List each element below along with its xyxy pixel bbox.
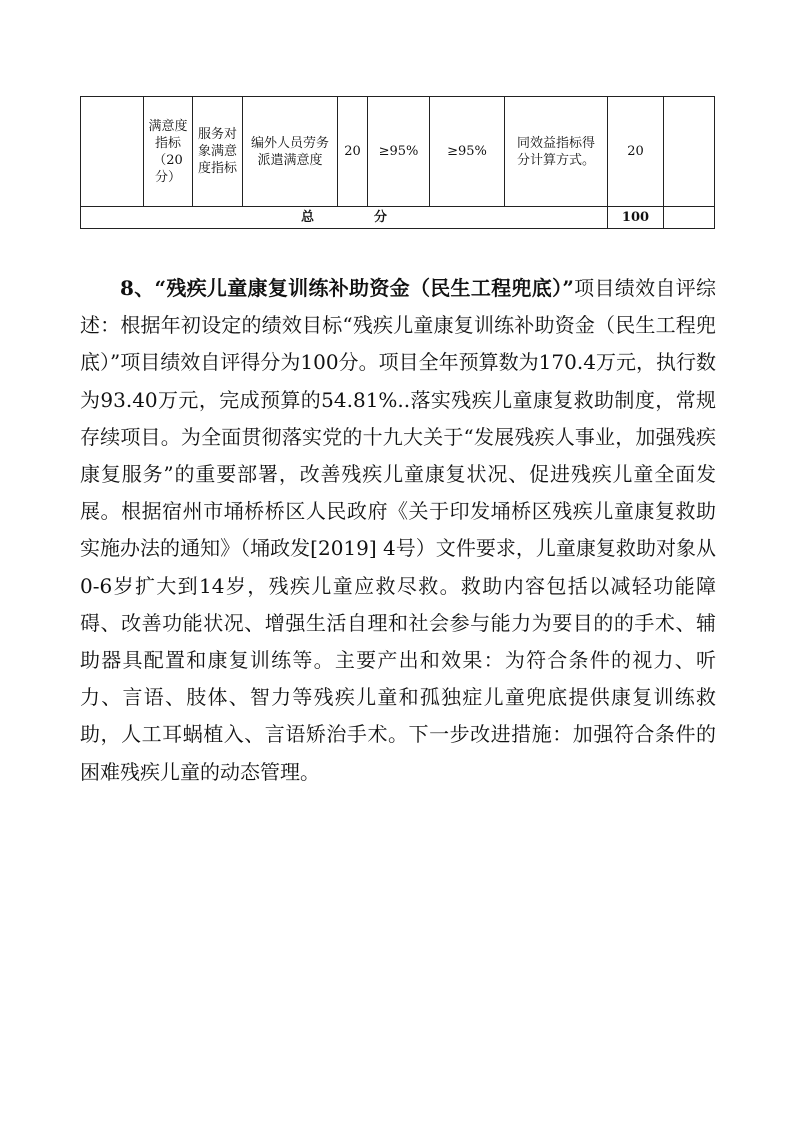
total-row [81, 207, 715, 229]
total-note-cell [664, 207, 715, 229]
weight-cell: 20 [338, 97, 368, 207]
score-cell: 20 [608, 97, 664, 207]
indicator-name-cell: 编外人员劳务派遣满意度 [243, 97, 338, 207]
section-body-text: 项目绩效自评综述：根据年初设定的绩效目标“残疾儿童康复训练补助资金（民生工程兜底）”项目绩效自评得分为100分。项目全年预算数为170.4万元，执行数为93.40万元，完成预算的54.81%..落实残疾儿童康复救助制度，常规存续项目。为全面贯彻落实党的十九大关于“发展残疾人事业，加强残疾康复服务”的重要部署，改善残疾儿童康复状况、促进残疾儿童全面发展。根据宿州市埇桥桥区人民政府《关于印发埇桥区残疾儿童康复救助实施办法的通知》（埇政发[2019] 4号）文件要求，儿童康复救助对象从0-6岁扩大到14岁，残疾儿童应救尽救。救助内容包括以减轻功能障碍、改善功能状况、增强生活自理和社会参与能力为要目的的手术、辅助器具配置和康复训练等。主要产出和效果：为符合条件的视力、听力、言语、肢体、智力等残疾儿童和孤独症儿童兜底提供康复训练救助，人工耳蜗植入、言语矫治手术。下一步改进措施：加强符合条件的困难残疾儿童的动态管理。 [80, 276, 716, 784]
total-score-cell: 100 [608, 207, 664, 229]
level2-indicator-cell: 服务对象满意度指标 [193, 97, 243, 207]
table-row [81, 97, 715, 207]
level1-indicator-cell: 满意度指标（20分） [144, 97, 193, 207]
total-label-b: 分 [374, 210, 388, 225]
target-value-cell: ≥95% [368, 97, 430, 207]
scoring-method-cell: 同效益指标得分计算方式。 [505, 97, 608, 207]
note-cell [664, 97, 715, 207]
body-text-block [80, 270, 716, 791]
total-label-cell [81, 207, 608, 229]
section-heading: 8、“残疾儿童康复训练补助资金（民生工程兜底）” [120, 276, 574, 300]
body-paragraph [80, 270, 716, 791]
actual-value-cell: ≥95% [430, 97, 505, 207]
category-cell [81, 97, 144, 207]
total-label-a: 总 [300, 210, 314, 225]
performance-table [80, 96, 715, 229]
